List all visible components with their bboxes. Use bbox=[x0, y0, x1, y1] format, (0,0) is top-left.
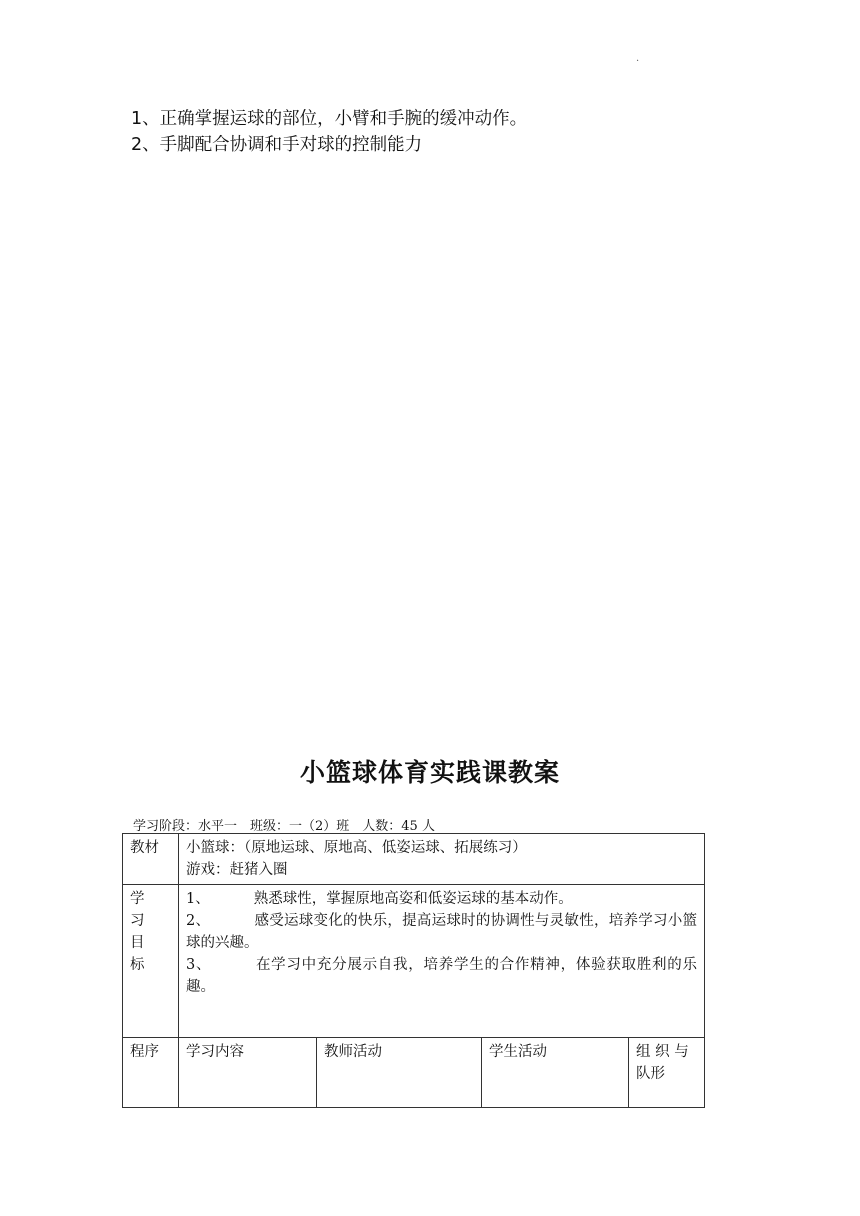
procedure-header: 程序 bbox=[123, 1038, 179, 1108]
organization-header-line-2: 队形 bbox=[636, 1066, 665, 1082]
goal-text: 熟悉球性，掌握原地高姿和低姿运球的基本动作。 bbox=[253, 891, 573, 907]
material-line-2: 游戏：赶猪入圈 bbox=[186, 862, 288, 878]
content-header: 学习内容 bbox=[179, 1038, 317, 1108]
page-title: 小篮球体育实践课教案 bbox=[299, 758, 560, 787]
page-mark: · bbox=[636, 56, 640, 67]
goal-number: 2、 bbox=[186, 913, 211, 929]
goal-item-2 bbox=[186, 910, 697, 954]
goals-row bbox=[123, 885, 705, 1038]
goal-text: 感受运球变化的快乐，提高运球时的协调性与灵敏性，培养学习小篮球的兴趣。 bbox=[186, 913, 697, 951]
goals-label bbox=[123, 885, 179, 1038]
material-label: 教材 bbox=[123, 834, 179, 885]
lesson-plan-table bbox=[122, 833, 705, 1108]
material-line-1: 小篮球：（原地运球、原地高、低姿运球、拓展练习） bbox=[186, 840, 527, 856]
objective-item-1: 1、正确掌握运球的部位，小臂和手腕的缓冲动作。 bbox=[131, 109, 528, 129]
objective-list bbox=[131, 106, 527, 158]
goal-item-3 bbox=[186, 954, 697, 998]
goals-label-char: 习 bbox=[130, 913, 145, 929]
goals-label-char: 目 bbox=[130, 935, 145, 951]
organization-header bbox=[629, 1038, 705, 1108]
goal-item-1 bbox=[186, 888, 697, 910]
goal-number: 1、 bbox=[186, 891, 210, 907]
goal-text: 在学习中充分展示自我，培养学生的合作精神，体验获取胜利的乐趣。 bbox=[186, 957, 697, 995]
objective-item-2: 2、手脚配合协调和手对球的控制能力 bbox=[131, 135, 423, 155]
teacher-header: 教师活动 bbox=[317, 1038, 482, 1108]
material-content bbox=[179, 834, 705, 885]
goals-content bbox=[179, 885, 705, 1038]
header-row bbox=[123, 1038, 705, 1108]
goal-number: 3、 bbox=[186, 957, 212, 973]
goals-label-char: 学 bbox=[130, 891, 145, 907]
class-info: 学习阶段：水平一 班级：一（2）班 人数：45 人 bbox=[133, 819, 435, 834]
student-header: 学生活动 bbox=[482, 1038, 629, 1108]
organization-header-line-1: 组 织 与 bbox=[636, 1044, 689, 1060]
material-row bbox=[123, 834, 705, 885]
goals-label-char: 标 bbox=[130, 957, 145, 973]
